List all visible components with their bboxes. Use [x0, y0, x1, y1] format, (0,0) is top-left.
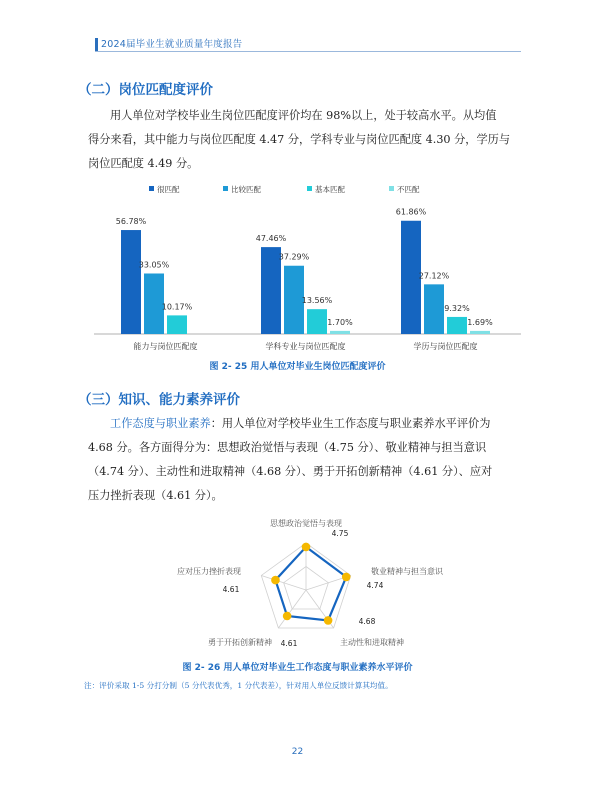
paragraph-line: 得分来看，其中能力与岗位匹配度 4.47 分，学科专业与岗位匹配度 4.30 分，学历与 — [88, 133, 511, 146]
running-header — [95, 38, 521, 52]
paragraph-line: 用人单位对学校毕业生岗位匹配度评价均在 98%以上，处于较高水平。从均值 — [110, 109, 497, 122]
radar-point — [302, 543, 311, 552]
legend-swatch — [149, 186, 154, 191]
category-label: 学科专业与岗位匹配度 — [265, 342, 346, 351]
bar-value-label: 47.46% — [255, 234, 287, 244]
page-number: 22 — [291, 747, 304, 757]
highlight-term: 工作态度与职业素养 — [110, 417, 211, 430]
radar-axis-label: 思想政治觉悟与表现 — [270, 519, 342, 528]
job-match-bar-chart — [0, 196, 595, 356]
section-title-job-match: （二）岗位匹配度评价 — [78, 82, 213, 98]
radar-value-label: 4.68 — [358, 617, 376, 626]
header-accent — [95, 38, 98, 52]
bar-value-label: 9.32% — [444, 303, 470, 313]
radar-axis-label: 勇于开拓创新精神 — [208, 638, 272, 647]
legend-item: 基本匹配 — [307, 184, 345, 196]
bar-chart-legend — [0, 184, 595, 196]
legend-swatch — [389, 186, 394, 191]
paragraph-line: （4.74 分）、主动性和进取精神（4.68 分）、勇于开拓创新精神（4.61 分）、应对 — [88, 465, 493, 478]
radar-value-label: 4.74 — [366, 581, 384, 590]
work-attitude-radar-chart — [0, 510, 595, 650]
bar — [330, 331, 350, 334]
radar-value-label: 4.61 — [222, 585, 240, 594]
scoring-note: 注：评价采取 1-5 分打分制（5 分代表优秀，1 分代表差），针对用人单位反馈计算其均值。 — [84, 681, 393, 690]
legend-item: 很匹配 — [149, 184, 180, 196]
bar-value-label: 1.70% — [327, 317, 353, 327]
bar-value-label: 13.56% — [301, 296, 333, 306]
work-attitude-paragraph — [88, 412, 528, 508]
legend-swatch — [307, 186, 312, 191]
header-rule — [95, 51, 521, 52]
radar-point — [342, 573, 351, 582]
radar-axis-label: 敬业精神与担当意识 — [371, 567, 443, 576]
job-match-paragraph — [88, 104, 528, 176]
report-title: 2024届毕业生就业质量年度报告 — [101, 39, 243, 50]
bar-value-label: 27.12% — [418, 271, 450, 281]
bar — [424, 284, 444, 334]
paragraph-line: 压力挫折表现（4.61 分）。 — [88, 489, 223, 502]
bar — [447, 317, 467, 334]
radar-point — [271, 576, 280, 585]
section-title-knowledge-ability: （三）知识、能力素养评价 — [78, 392, 240, 408]
bar — [167, 315, 187, 334]
radar-point — [283, 612, 292, 621]
bar-value-label: 10.17% — [161, 302, 193, 312]
bar-value-label: 61.86% — [395, 207, 427, 217]
category-label: 学历与岗位匹配度 — [413, 342, 478, 351]
category-label: 能力与岗位匹配度 — [133, 342, 198, 351]
paragraph-line: 4.68 分。各方面得分为：思想政治觉悟与表现（4.75 分）、敬业精神与担当意识 — [88, 441, 487, 454]
radar-axis-label: 主动性和进取精神 — [340, 638, 404, 647]
bar — [470, 331, 490, 334]
radar-axis-label: 应对压力挫折表现 — [177, 567, 241, 576]
radar-value-label: 4.61 — [280, 639, 298, 648]
radar-chart-caption: 图 2- 26 用人单位对毕业生工作态度与职业素养水平评价 — [182, 663, 413, 673]
radar-point — [324, 616, 333, 625]
bar-value-label: 33.05% — [138, 260, 170, 270]
paragraph-line: 工作态度与职业素养：用人单位对学校毕业生工作态度与职业素养水平评价为 — [110, 417, 491, 430]
bar — [307, 309, 327, 334]
radar-spoke — [261, 575, 306, 590]
bar-chart-caption: 图 2- 25 用人单位对毕业生岗位匹配度评价 — [209, 362, 386, 372]
bar-value-label: 37.29% — [278, 252, 310, 262]
legend-item: 不匹配 — [389, 184, 420, 196]
paragraph-line: 岗位匹配度 4.49 分。 — [88, 157, 199, 170]
bar — [121, 230, 141, 334]
legend-swatch — [223, 186, 228, 191]
legend-item: 比较匹配 — [223, 184, 261, 196]
bar-value-label: 56.78% — [115, 217, 147, 227]
radar-value-label: 4.75 — [331, 529, 349, 538]
bar-value-label: 1.69% — [467, 317, 493, 327]
